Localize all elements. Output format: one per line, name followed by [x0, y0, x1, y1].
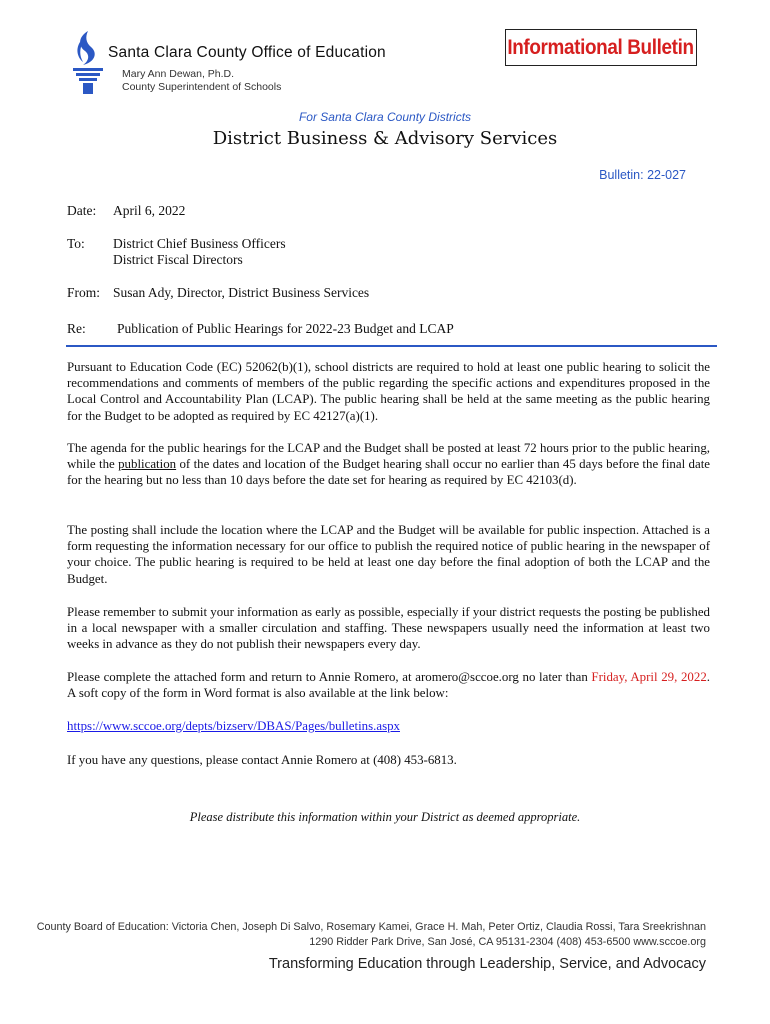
bulletin-number: Bulletin: 22-027 [599, 168, 686, 182]
superintendent-title: County Superintendent of Schools [122, 81, 282, 93]
torch-logo-icon [68, 28, 108, 96]
to-value-1: District Chief Business Officers [113, 236, 286, 251]
date-value: April 6, 2022 [113, 203, 186, 218]
re-value: Publication of Public Hearings for 2022-23 Budget and LCAP [117, 321, 454, 336]
paragraph-2-start: The agenda for the public hearings for the LCAP and the Budget shall be posted at least 72 hours prior to the public hearing, while the [67, 441, 710, 472]
paragraph-5 [67, 669, 710, 701]
deadline-date: Friday, April 29, 2022 [591, 670, 707, 684]
to-value-2: District Fiscal Directors [113, 252, 243, 267]
to-label: To: [67, 236, 85, 251]
superintendent-name: Mary Ann Dewan, Ph.D. [122, 68, 235, 80]
from-label: From: [67, 285, 101, 300]
distribute-note: Please distribute this information within your District as deemed appropriate. [189, 810, 581, 824]
informational-bulletin-badge [505, 29, 697, 66]
paragraph-6: If you have any questions, please contact Annie Romero at (408) 453-6813. [67, 753, 457, 767]
paragraph-4: Please remember to submit your information as early as possible, especially if your district requests the posting be published in a local newspaper with a smaller circulation and staffing. These newspapers usually need the information at least two weeks in advance as they do not publish their newspapers every day. [67, 605, 710, 652]
paragraph-5-end: . A soft copy of the form in Word format is also available at the link below: [67, 670, 710, 701]
department-title: District Business & Advisory Services [212, 128, 558, 149]
paragraph-2 [67, 440, 710, 489]
paragraph-1: Pursuant to Education Code (EC) 52062(b)(1), school districts are required to hold at least one public hearing to solicit the recommendations and comments of members of the public regarding the specific actions and expenditures proposed in the Local Control and Accountability Plan (LCAP). The public hearing shall be held at the same meeting as the public hearing for the Budget to be adopted as required by EC 42127(a)(1). [67, 360, 710, 423]
from-value: Susan Ady, Director, District Business Services [113, 285, 370, 300]
for-districts-subtitle: For Santa Clara County Districts [298, 110, 472, 124]
footer-tagline: Transforming Education through Leadership, Service, and Advocacy [268, 956, 706, 972]
date-label: Date: [67, 203, 97, 218]
footer-address: 1290 Ridder Park Drive, San José, CA 95131-2304 (408) 453-6500 www.sccoe.org [309, 936, 706, 948]
publication-underline: publication [118, 457, 177, 472]
re-label: Re: [67, 321, 86, 336]
paragraph-3: The posting shall include the location where the LCAP and the Budget will be available for public inspection. Attached is a form requesting the information necessary for our office to publish the required notice of public hearing in the newspaper of your choice. The public hearing is required to be held at least one day before the final adoption of both the LCAP and the Budget. [67, 523, 710, 586]
org-name: Santa Clara County Office of Education [108, 44, 386, 61]
link-paragraph [67, 718, 710, 734]
board-of-education: County Board of Education: Victoria Chen, Joseph Di Salvo, Rosemary Kamei, Grace H. Mah, Peter Ortiz, Claudia Rossi, Tara Sreekrishnan [36, 921, 706, 933]
bulletins-link[interactable]: https://www.sccoe.org/depts/bizserv/DBAS/Pages/bulletins.aspx [67, 719, 400, 733]
header-divider [66, 345, 717, 347]
paragraph-5-start: Please complete the attached form and return to Annie Romero, at aromero@sccoe.org no later than [67, 670, 592, 684]
paragraph-2-end: of the dates and location of the Budget hearing shall occur no earlier than 45 days before the final date for the hearing but no less than 10 days before the date set for hearing as required by EC 42103(d). [67, 457, 710, 488]
badge-label: Informational Bulletin [507, 35, 695, 59]
